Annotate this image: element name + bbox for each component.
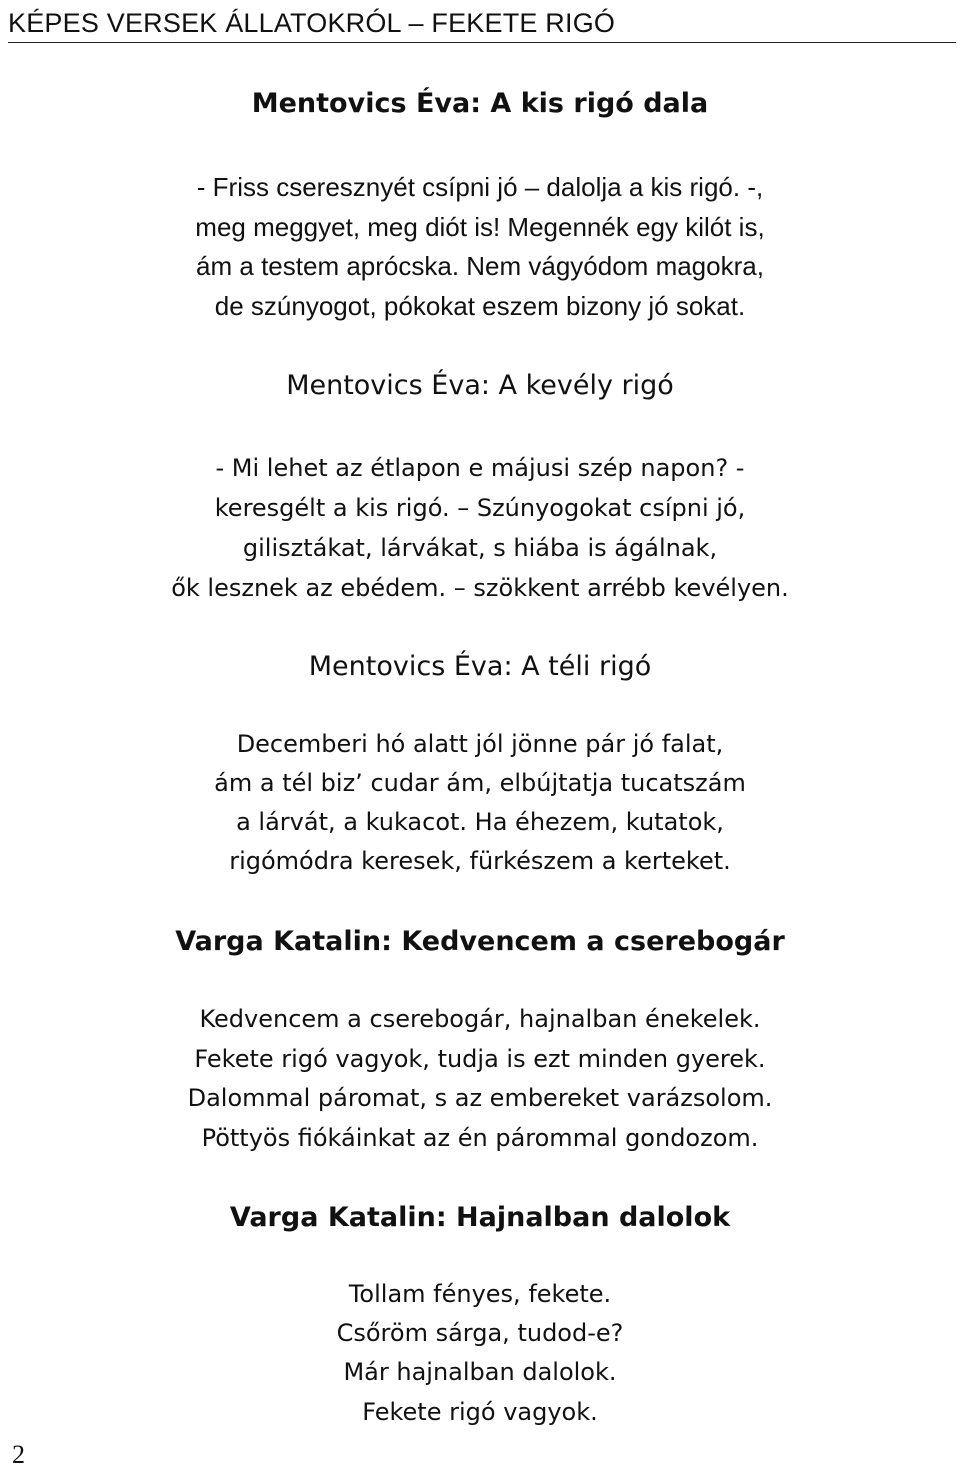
poem-line: de szúnyogot, pókokat eszem bizony jó sokat.: [214, 291, 746, 321]
poem-line: Fekete rigó vagyok, tudja is ezt minden gyerek.: [194, 1045, 766, 1073]
poem-line: Fekete rigó vagyok.: [362, 1398, 598, 1426]
poem-line: Csőröm sárga, tudod-e?: [336, 1319, 624, 1347]
poem-line: ám a testem aprócska. Nem vágyódom magokra,: [196, 251, 764, 281]
poem-title: Varga Katalin: Kedvencem a cserebogár: [175, 926, 785, 957]
header-title: KÉPES VERSEK ÁLLATOKRÓL – FEKETE RIGÓ: [8, 8, 616, 38]
poem-line: rigómódra keresek, fürkészem a kerteket.: [229, 847, 731, 875]
poem-title: Mentovics Éva: A téli rigó: [308, 651, 652, 682]
page-header: [8, 6, 956, 43]
poem-title: Mentovics Éva: A kevély rigó: [286, 370, 674, 401]
poem-line: meg meggyet, meg diót is! Megennék egy kilót is,: [195, 212, 765, 242]
poem-line: Dalommal páromat, s az embereket varázsolom.: [187, 1084, 773, 1112]
poem-line: a lárvát, a kukacot. Ha éhezem, kutatok,: [236, 808, 724, 836]
poem-line: - Mi lehet az étlapon e májusi szép napon? -: [215, 454, 745, 482]
poem-line: Kedvencem a cserebogár, hajnalban énekelek.: [199, 1005, 761, 1033]
poem-line: keresgélt a kis rigó. – Szúnyogokat csípni jó,: [214, 494, 746, 522]
poem-line: Pöttyös fiókáinkat az én párommal gondozom.: [201, 1124, 759, 1152]
poem-line: ők lesznek az ebédem. – szökkent arrébb kevélyen.: [171, 574, 789, 602]
poem-line: Decemberi hó alatt jól jönne pár jó falat,: [236, 730, 724, 758]
poem-title: Varga Katalin: Hajnalban dalolok: [229, 1202, 731, 1233]
poem-line: gilisztákat, lárvákat, s hiába is ágálnak,: [242, 534, 718, 562]
poem-line: Már hajnalban dalolok.: [343, 1358, 617, 1386]
poem-title: Mentovics Éva: A kis rigó dala: [251, 88, 709, 119]
poem-line: Tollam fényes, fekete.: [348, 1280, 612, 1308]
page-number: 2: [12, 1440, 25, 1469]
poem-line: ám a tél biz’ cudar ám, elbújtatja tucatszám: [214, 769, 746, 797]
poem-line: - Friss cseresznyét csípni jó – dalolja a kis rigó. -,: [196, 172, 764, 202]
